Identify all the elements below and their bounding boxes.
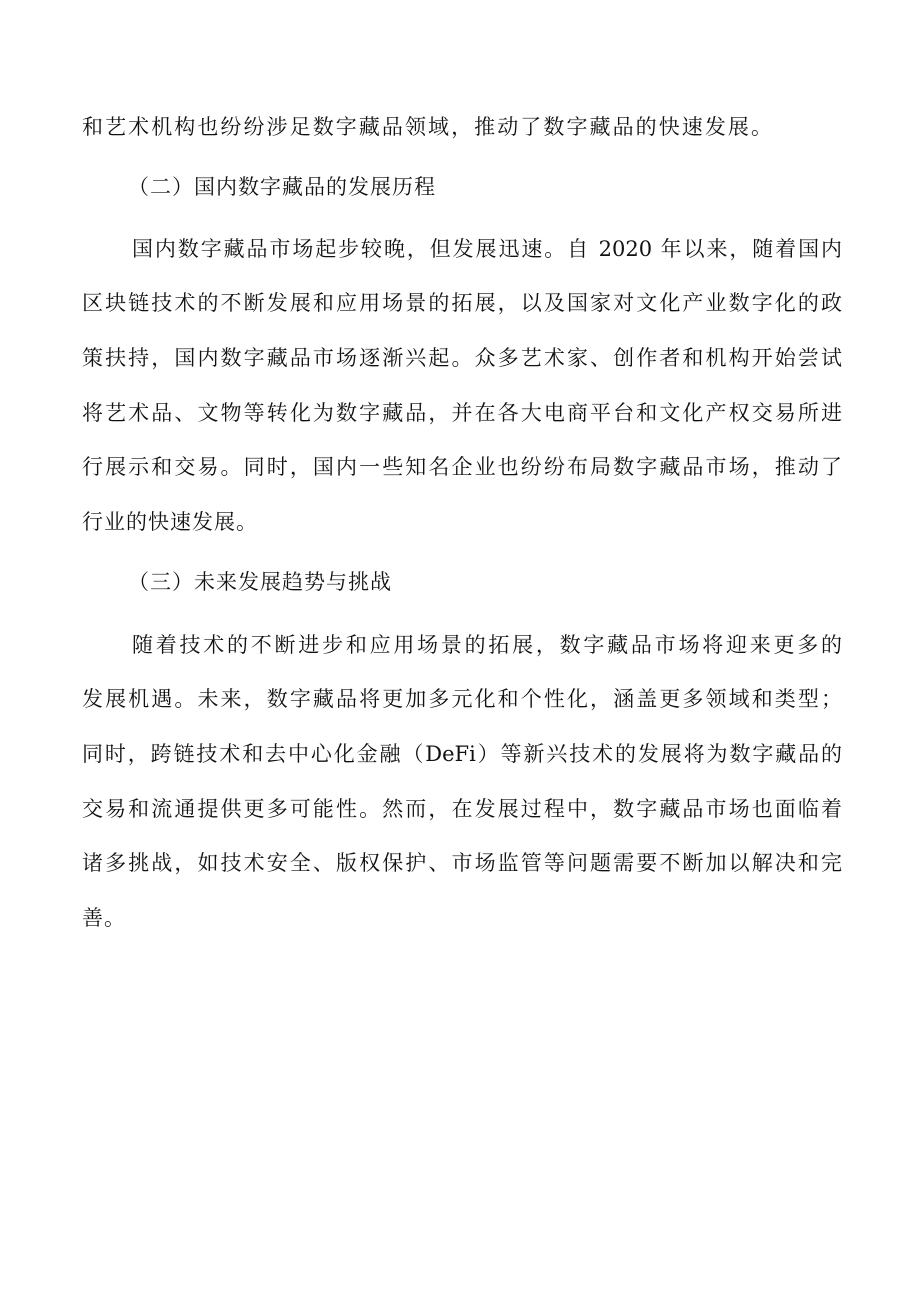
section-2-heading: （二）国内数字藏品的发展历程 xyxy=(128,175,436,199)
section-2-line-4: 将艺术品、文物等转化为数字藏品，并在各大电商平台和文化产权交易所进 xyxy=(82,401,842,425)
section-3-heading: （三）未来发展趋势与挑战 xyxy=(128,570,392,594)
section-2-line-3: 策扶持，国内数字藏品市场逐渐兴起。众多艺术家、创作者和机构开始尝试 xyxy=(82,346,842,370)
section-3-line-4: 交易和流通提供更多可能性。然而，在发展过程中，数字藏品市场也面临着 xyxy=(82,797,842,821)
intro-line: 和艺术机构也纷纷涉足数字藏品领域，推动了数字藏品的快速发展。 xyxy=(82,115,772,139)
section-2-line-5: 行展示和交易。同时，国内一些知名企业也纷纷布局数字藏品市场，推动了 xyxy=(82,455,842,479)
section-2-line-1: 国内数字藏品市场起步较晚，但发展迅速。自 2020 年以来，随着国内 xyxy=(132,237,842,261)
section-3-line-1: 随着技术的不断进步和应用场景的拓展，数字藏品市场将迎来更多的 xyxy=(132,633,842,657)
section-3-line-2: 发展机遇。未来，数字藏品将更加多元化和个性化，涵盖更多领域和类型； xyxy=(82,687,842,711)
section-3-line-5: 诸多挑战，如技术安全、版权保护、市场监管等问题需要不断加以解决和完 xyxy=(82,851,842,875)
section-3-line-3: 同时，跨链技术和去中心化金融（DeFi）等新兴技术的发展将为数字藏品的 xyxy=(82,742,842,766)
section-2-line-2: 区块链技术的不断发展和应用场景的拓展，以及国家对文化产业数字化的政 xyxy=(82,291,842,315)
section-3-line-6: 善。 xyxy=(82,906,126,930)
section-2-line-6: 行业的快速发展。 xyxy=(82,510,258,534)
